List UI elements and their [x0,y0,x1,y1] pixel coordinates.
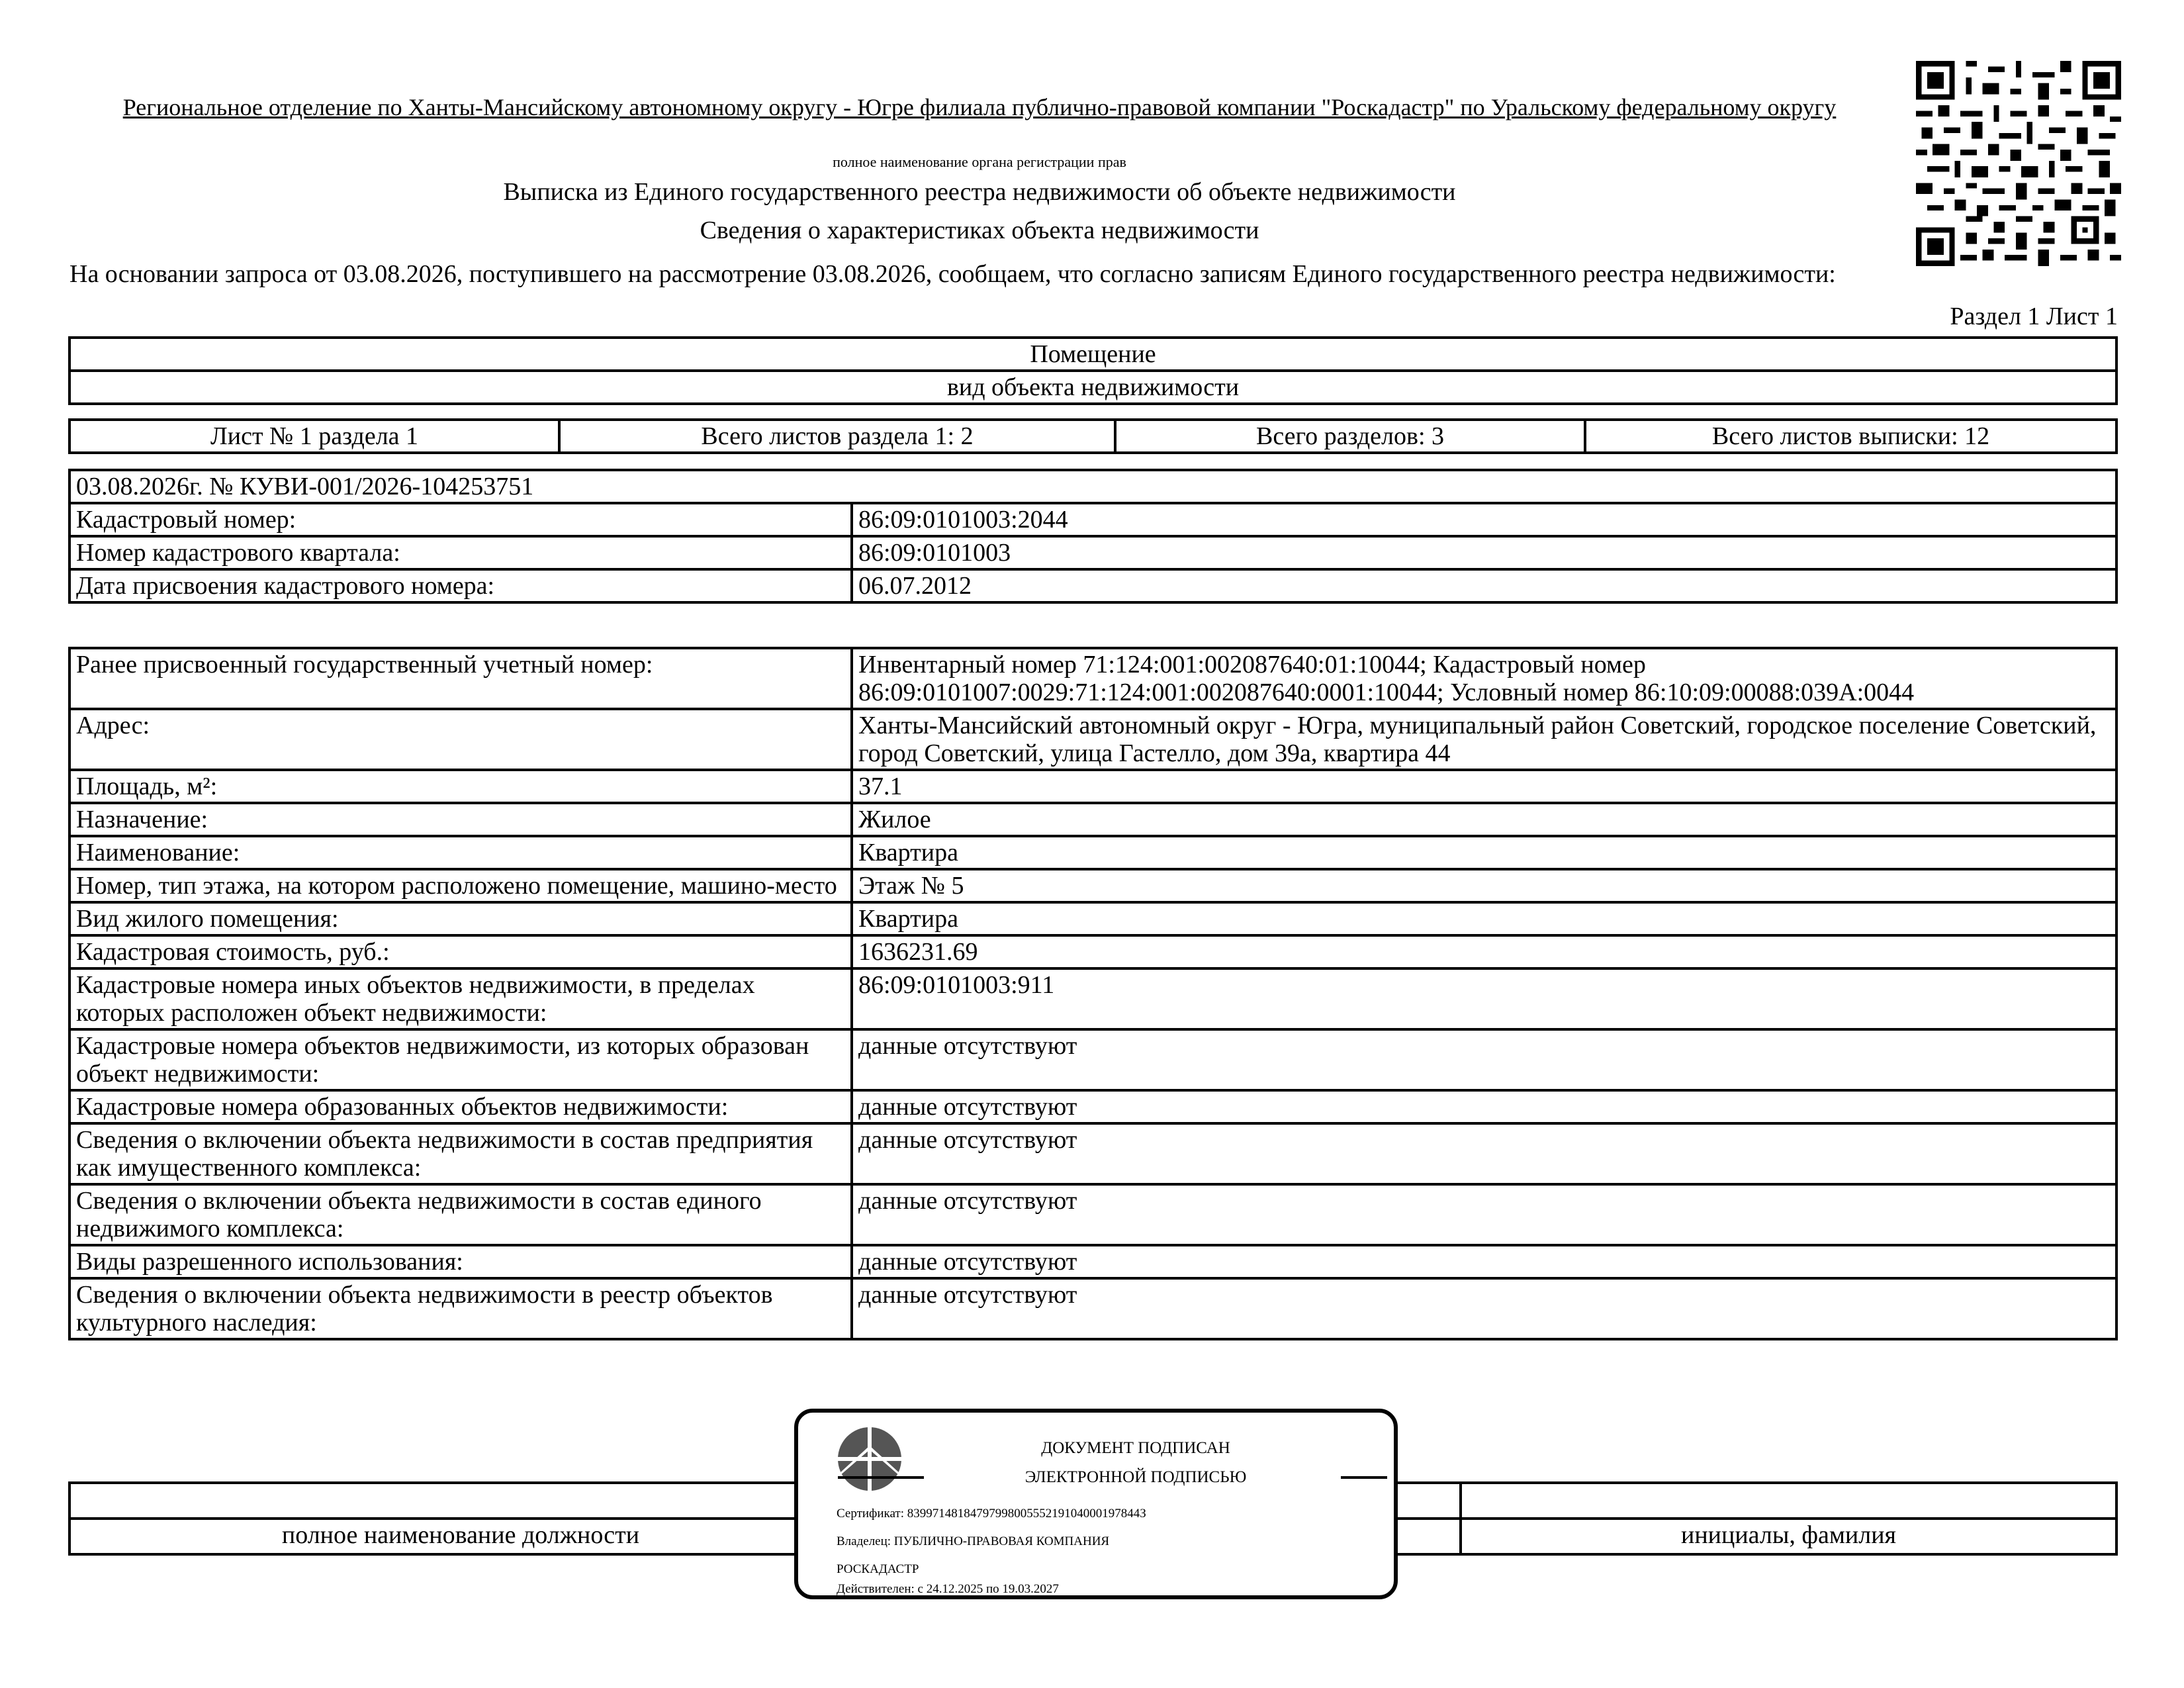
row-value: данные отсутствуют [852,1184,2116,1245]
object-kind-table [68,336,2118,405]
total-sheets: Всего листов выписки: 12 [1585,420,2116,453]
stamp-owner-line2: РОСКАДАСТР [837,1562,919,1576]
stamp-certificate: Сертификат: 8399714818479799800555219104000197844З [837,1507,1146,1521]
position-caption: полное наименование должности [69,1519,852,1554]
rosreestr-logo-icon [837,1426,903,1492]
row-label: Вид жилого помещения: [69,902,852,935]
cadastral-info-table [68,469,2118,604]
row-label: Номер, тип этажа, на котором расположено помещение, машино-место [69,869,852,902]
stamp-owner-line1: Владелец: ПУБЛИЧНО-ПРАВОВАЯ КОМПАНИЯ [837,1534,1110,1548]
stamp-validity: Действителен: с 24.12.2025 по 19.03.2027 [837,1582,1059,1596]
row-label: Площадь, м²: [69,770,852,803]
name-caption: инициалы, фамилия [1461,1519,2116,1554]
document-subtitle: Сведения о характеристиках объекта недвижимости [700,216,1259,244]
row-value: Квартира [852,836,2116,869]
stamp-title-line1: ДОКУМЕНТ ПОДПИСАН [1041,1439,1230,1457]
row-label: Дата присвоения кадастрового номера: [69,569,852,602]
row-value: 1636231.69 [852,935,2116,968]
sheets-table [68,418,2118,454]
stamp-rule-left [838,1476,924,1479]
section-sheets-count: Всего листов раздела 1: 2 [559,420,1115,453]
row-label: Наименование: [69,836,852,869]
row-value: данные отсутствуют [852,1245,2116,1278]
row-value: 06.07.2012 [852,569,2116,602]
row-value: данные отсутствуют [852,1123,2116,1184]
row-label: Виды разрешенного использования: [69,1245,852,1278]
row-label: Кадастровые номера объектов недвижимости, из которых образован объект недвижимости: [69,1029,852,1090]
row-value: 37.1 [852,770,2116,803]
section-sheet-label: Раздел 1 Лист 1 [1950,303,2118,330]
row-value: данные отсутствуют [852,1029,2116,1090]
row-value: 86:09:0101003:911 [852,968,2116,1029]
row-label: Кадастровые номера иных объектов недвижимости, в пределах которых расположен объект недвижимости: [69,968,852,1029]
row-label: Кадастровые номера образованных объектов недвижимости: [69,1090,852,1123]
row-label: Кадастровый номер: [69,503,852,536]
extract-number: 03.08.2026г. № КУВИ-001/2026-104253751 [69,470,2116,503]
row-value: 86:09:0101003:2044 [852,503,2116,536]
row-label: Кадастровая стоимость, руб.: [69,935,852,968]
position-field [69,1483,852,1519]
registry-organization: Региональное отделение по Ханты-Мансийскому автономному округу - Югре филиала публично-правовой компании "Роскадастр" по Уральскому федеральному округу [122,94,1837,120]
characteristics-table [68,647,2118,1340]
row-value: 86:09:0101003 [852,536,2116,569]
row-label: Номер кадастрового квартала: [69,536,852,569]
row-label: Ранее присвоенный государственный учетный номер: [69,648,852,709]
request-basis-text: На основании запроса от 03.08.2026, поступившего на рассмотрение 03.08.2026, сообщаем, что согласно записям Единого государственного реестра недвижимости: [69,260,1836,288]
total-sections: Всего разделов: 3 [1115,420,1585,453]
row-value: данные отсутствуют [852,1090,2116,1123]
row-value: Жилое [852,803,2116,836]
row-value: Квартира [852,902,2116,935]
row-label: Сведения о включении объекта недвижимости в состав единого недвижимого комплекса: [69,1184,852,1245]
organization-caption: полное наименование органа регистрации прав [833,154,1126,170]
row-label: Адрес: [69,709,852,770]
row-value: Ханты-Мансийский автономный округ - Югра, муниципальный район Советский, городское поселение Советский, город Советский, улица Гастелло, дом 39а, квартира 44 [852,709,2116,770]
row-label: Назначение: [69,803,852,836]
stamp-rule-right [1341,1476,1387,1479]
row-value: данные отсутствуют [852,1278,2116,1339]
electronic-signature-stamp [794,1409,1398,1599]
document-title: Выписка из Единого государственного реестра недвижимости об объекте недвижимости [503,178,1456,206]
qr-code-icon [1916,61,2121,266]
row-label: Сведения о включении объекта недвижимости в состав предприятия как имущественного комплекса: [69,1123,852,1184]
row-label: Сведения о включении объекта недвижимости в реестр объектов культурного наследия: [69,1278,852,1339]
name-field [1461,1483,2116,1519]
object-kind: Помещение [69,338,2116,371]
sheet-number: Лист № 1 раздела 1 [69,420,559,453]
row-value: Инвентарный номер 71:124:001:002087640:01:10044; Кадастровый номер 86:09:0101007:0029:71:124:001:002087640:0001:10044; Условный номер 86:10:09:00088:039А:0044 [852,648,2116,709]
object-kind-caption: вид объекта недвижимости [69,371,2116,404]
stamp-title-line2: ЭЛЕКТРОННОЙ ПОДПИСЬЮ [1024,1468,1247,1486]
row-value: Этаж № 5 [852,869,2116,902]
